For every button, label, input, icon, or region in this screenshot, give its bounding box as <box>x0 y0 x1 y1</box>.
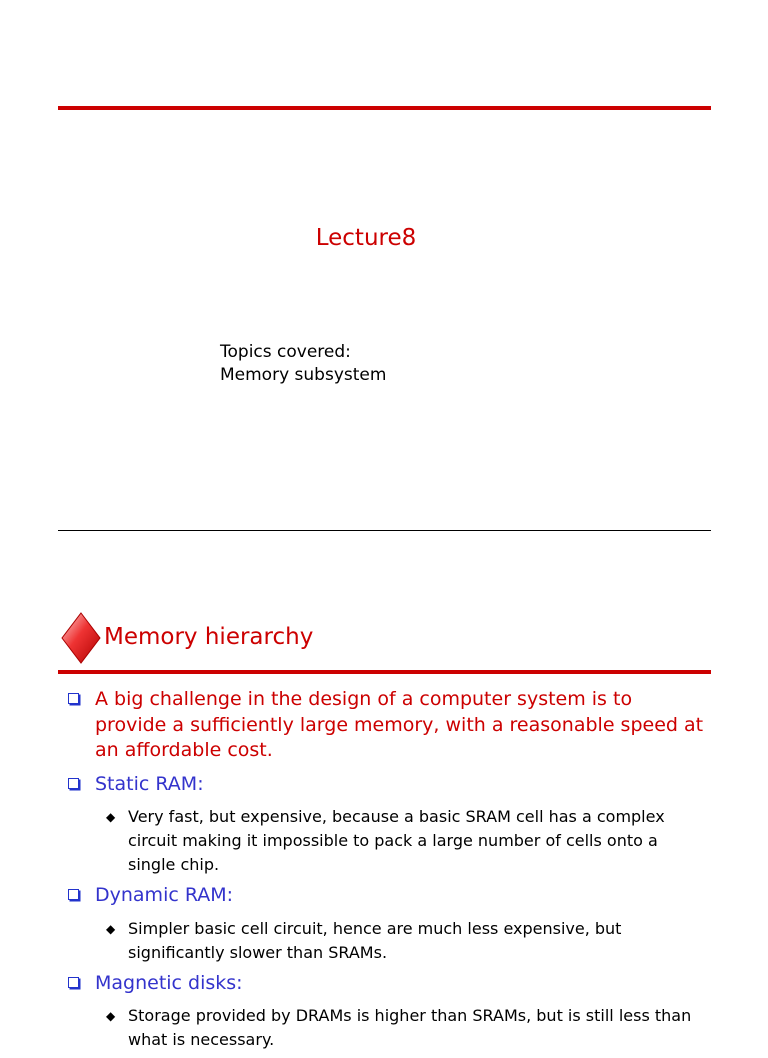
bullet-heading: Static RAM: <box>95 772 204 795</box>
bullet-text: A big challenge in the design of a computer system is to provide a sufficiently large memory, with a reasonable speed at an affordable cost. <box>95 688 704 761</box>
diamond-bullet-icon: ◆ <box>106 810 116 824</box>
lecture-title: Lecture8 <box>315 225 417 251</box>
bullet-item <box>0 883 768 909</box>
sub-bullet-item <box>0 805 768 877</box>
checkbox-bullet-icon <box>68 889 79 900</box>
bullet-list <box>0 687 768 1058</box>
checkbox-bullet-icon <box>68 977 79 988</box>
sub-bullet-text: Storage provided by DRAMs is higher than SRAMs, but is still less than what is necessary. <box>128 1006 692 1049</box>
sub-bullet-text: Very fast, but expensive, because a basic SRAM cell has a complex circuit making it impossible to pack a large number of cells onto a single chip. <box>128 807 665 874</box>
bullet-item <box>0 971 768 997</box>
topics-block <box>220 341 386 387</box>
topics-item: Memory subsystem <box>220 365 387 385</box>
diamond-bullet-icon: ◆ <box>106 921 116 936</box>
red-diamond-icon <box>61 612 101 664</box>
bullet-item <box>0 687 768 764</box>
sub-bullet-text: Simpler basic cell circuit, hence are much less expensive, but significantly slower than SRAMs. <box>128 918 622 962</box>
checkbox-bullet-icon <box>68 693 79 704</box>
topics-heading: Topics covered: <box>220 342 351 362</box>
slide-2 <box>0 532 768 1049</box>
bullet-heading: Dynamic RAM: <box>95 884 234 906</box>
bullet-heading: Magnetic disks: <box>95 971 243 994</box>
sub-bullet-item <box>0 1004 768 1052</box>
sub-bullet-item <box>0 917 768 965</box>
slide-title: Memory hierarchy <box>104 624 314 650</box>
diamond-bullet-icon: ◆ <box>106 1009 116 1023</box>
bullet-item <box>0 772 768 798</box>
title-rule <box>58 106 711 110</box>
title-rule <box>58 670 711 674</box>
slide-divider <box>58 530 711 531</box>
checkbox-bullet-icon <box>68 778 79 789</box>
